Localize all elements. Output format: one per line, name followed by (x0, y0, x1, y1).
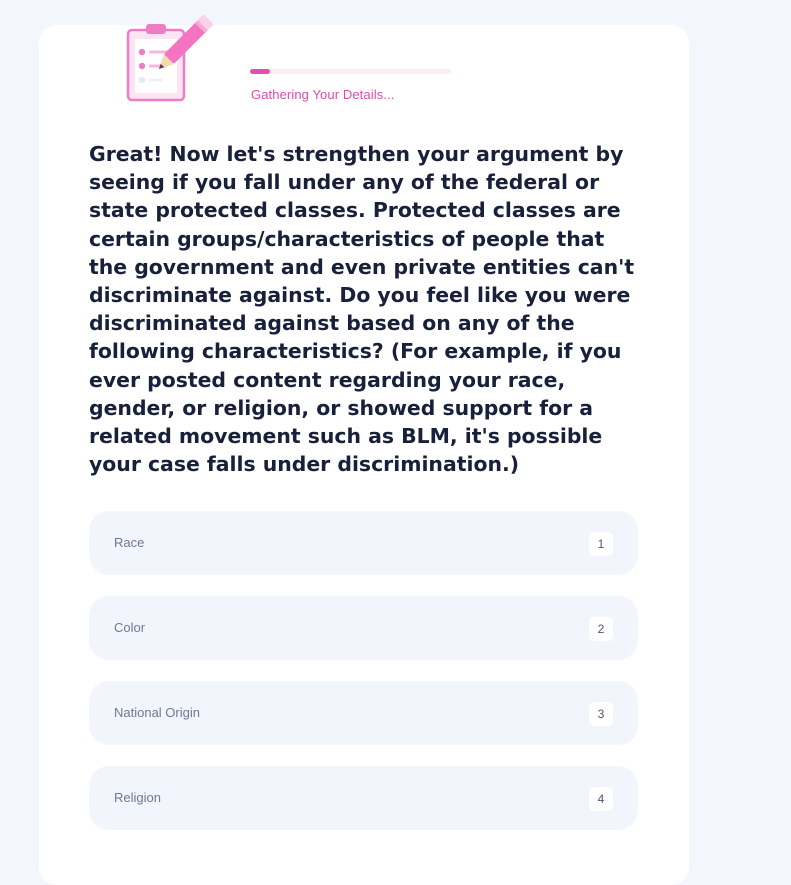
option-key-badge: 4 (589, 787, 613, 811)
clipboard-pencil-icon (125, 11, 225, 111)
progress-bar-fill (250, 69, 270, 74)
option-religion[interactable] (89, 766, 638, 830)
progress-bar (250, 69, 451, 74)
option-key-badge: 3 (589, 702, 613, 726)
progress-label: Gathering Your Details... (251, 87, 395, 102)
option-label: National Origin (114, 705, 200, 720)
options-list (89, 511, 638, 851)
option-color[interactable] (89, 596, 638, 660)
option-race[interactable] (89, 511, 638, 575)
option-label: Religion (114, 790, 161, 805)
option-label: Race (114, 535, 145, 550)
question-text: Great! Now let's strengthen your argument by seeing if you fall under any of the federal or state protected classes. Protected classes are certain groups/characteristics of people that the government and even private entities can't discriminate against. Do you feel like you were discriminated against based on any of the following characteristics? (For example, if you ever posted content regarding your race, gender, or religion, or showed support for a related movement such as BLM, it's possible your case falls under discrimination.) (89, 142, 635, 477)
option-key-badge: 1 (589, 532, 613, 556)
option-key-badge: 2 (589, 617, 613, 641)
questionnaire-card (39, 25, 689, 885)
option-national-origin[interactable] (89, 681, 638, 745)
option-label: Color (114, 620, 146, 635)
